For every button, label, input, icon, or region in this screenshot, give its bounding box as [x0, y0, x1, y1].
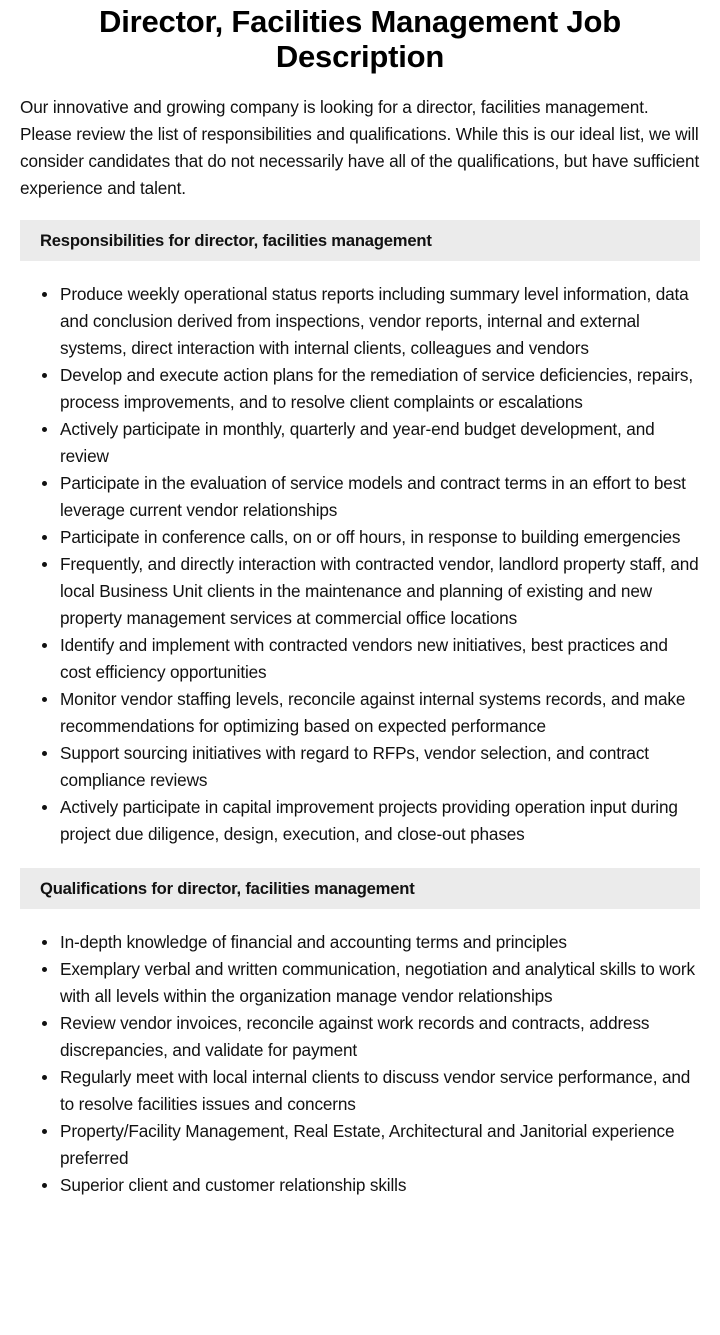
bullet-icon: [42, 697, 47, 702]
list-item: [60, 470, 700, 524]
list-item-text: Participate in the evaluation of service models and contract terms in an effort to best leverage current vendor relationships: [60, 473, 686, 520]
bullet-icon: [42, 373, 47, 378]
list-item-text: Develop and execute action plans for the remediation of service deficiencies, repairs, process improvements, and to resolve client complaints or escalations: [60, 365, 693, 412]
list-item: [60, 956, 700, 1010]
responsibilities-list: [20, 281, 700, 848]
qualifications-list: [20, 929, 700, 1199]
list-item: [60, 1064, 700, 1118]
list-item: [60, 1172, 700, 1199]
responsibilities-heading: [20, 220, 700, 261]
list-item-text: Property/Facility Management, Real Estate, Architectural and Janitorial experience preferred: [60, 1121, 675, 1168]
list-item-text: Produce weekly operational status reports including summary level information, data and conclusion derived from inspections, vendor reports, internal and external systems, direct interaction with internal clients, colleagues and vendors: [60, 284, 689, 358]
list-item: [60, 362, 700, 416]
list-item-text: Regularly meet with local internal clients to discuss vendor service performance, and to resolve facilities issues and concerns: [60, 1067, 691, 1114]
bullet-icon: [42, 1021, 47, 1026]
bullet-icon: [42, 1129, 47, 1134]
list-item-text: Monitor vendor staffing levels, reconcile against internal systems records, and make recommendations for optimizing based on expected performance: [60, 689, 686, 736]
bullet-icon: [42, 751, 47, 756]
list-item: [60, 929, 700, 956]
list-item-text: Exemplary verbal and written communication, negotiation and analytical skills to work with all levels within the organization manage vendor relationships: [60, 959, 695, 1006]
page-title: Director, Facilities Management Job Description: [99, 4, 621, 74]
list-item-text: Superior client and customer relationship skills: [60, 1175, 407, 1195]
list-item: [60, 524, 700, 551]
list-item-text: Participate in conference calls, on or off hours, in response to building emergencies: [60, 527, 681, 547]
list-item-text: Identify and implement with contracted vendors new initiatives, best practices and cost efficiency opportunities: [60, 635, 668, 682]
list-item: [60, 551, 700, 632]
bullet-icon: [42, 1183, 47, 1188]
bullet-icon: [42, 481, 47, 486]
qualifications-heading: [20, 868, 700, 909]
list-item: [60, 1010, 700, 1064]
list-item-text: Review vendor invoices, reconcile against work records and contracts, address discrepancies, and validate for payment: [60, 1013, 650, 1060]
bullet-icon: [42, 805, 47, 810]
bullet-icon: [42, 292, 47, 297]
list-item-text: Actively participate in capital improvement projects providing operation input during project due diligence, design, execution, and close-out phases: [60, 797, 678, 844]
bullet-icon: [42, 1075, 47, 1080]
list-item-text: Support sourcing initiatives with regard to RFPs, vendor selection, and contract compliance reviews: [60, 743, 649, 790]
list-item: [60, 686, 700, 740]
bullet-icon: [42, 427, 47, 432]
list-item: [60, 416, 700, 470]
list-item: [60, 794, 700, 848]
qualifications-heading-text: Qualifications for director, facilities management: [40, 878, 415, 898]
list-item: [60, 740, 700, 794]
bullet-icon: [42, 535, 47, 540]
list-item-text: In-depth knowledge of financial and accounting terms and principles: [60, 932, 567, 952]
list-item: [60, 281, 700, 362]
list-item: [60, 632, 700, 686]
bullet-icon: [42, 643, 47, 648]
responsibilities-heading-text: Responsibilities for director, facilities management: [40, 230, 432, 250]
list-item-text: Actively participate in monthly, quarterly and year-end budget development, and review: [60, 419, 655, 466]
list-item: [60, 1118, 700, 1172]
list-item-text: Frequently, and directly interaction with contracted vendor, landlord property staff, and local Business Unit clients in the maintenance and planning of existing and new property management services at commercial office locations: [60, 554, 699, 628]
bullet-icon: [42, 940, 47, 945]
bullet-icon: [42, 967, 47, 972]
intro-paragraph: Our innovative and growing company is looking for a director, facilities management. Please review the list of responsibilities and qualifications. While this is our ideal list, we will consider candidates that do not necessarily have all of the qualifications, but have sufficient experience and talent.: [20, 97, 700, 198]
bullet-icon: [42, 562, 47, 567]
